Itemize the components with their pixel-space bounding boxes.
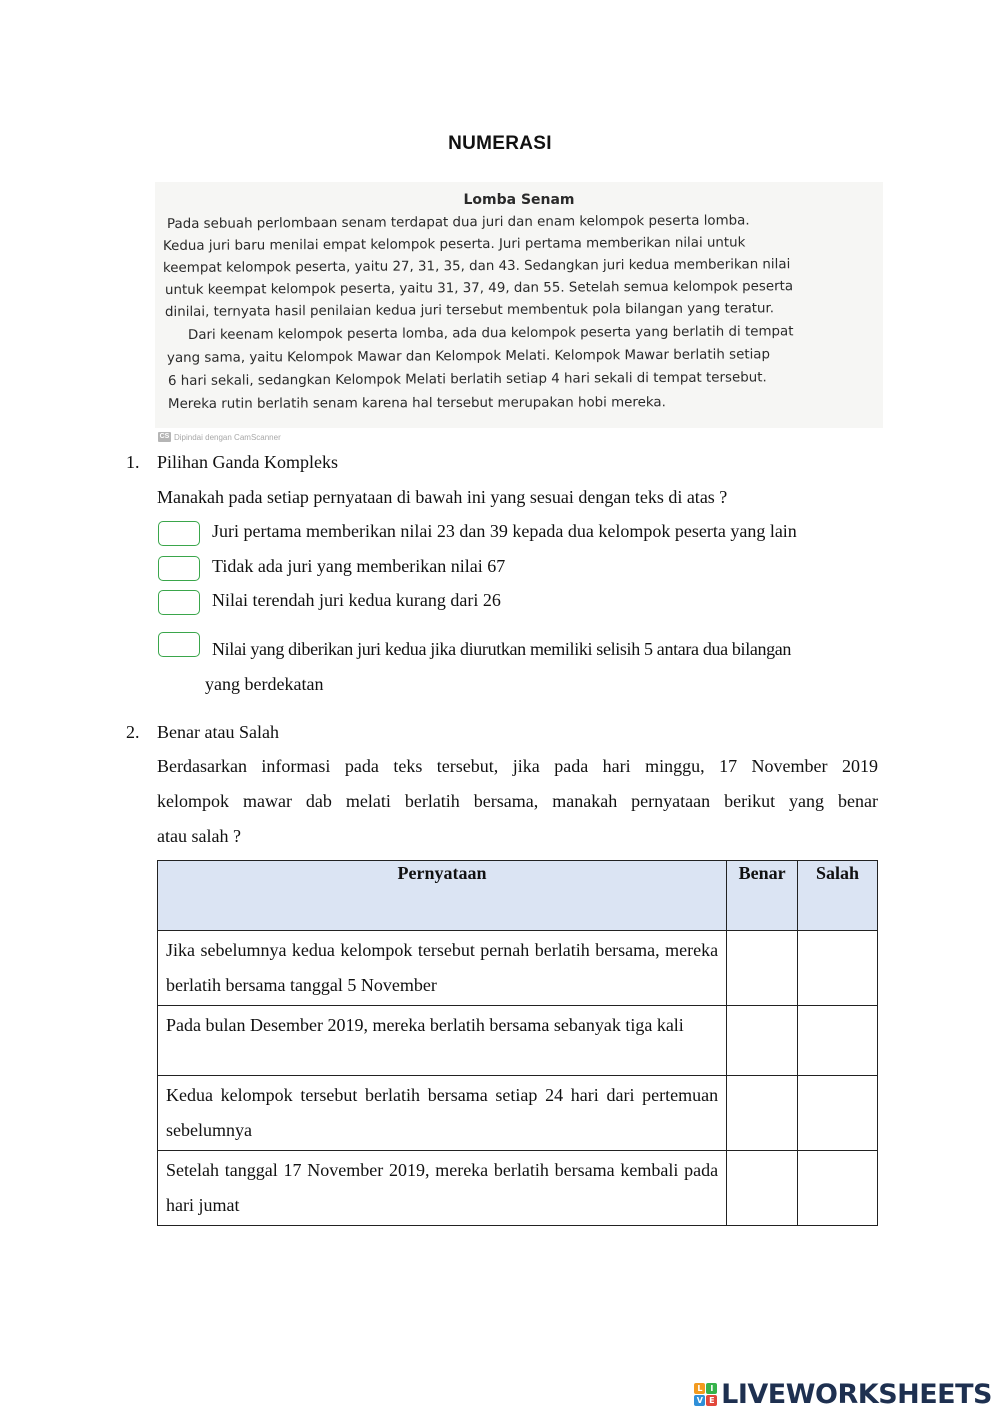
header-statement: Pernyataan xyxy=(158,861,727,931)
passage-line: 6 hari sekali, sedangkan Kelompok Melati berlatih setiap 4 hari sekali di tempat tersebut. xyxy=(167,370,767,389)
logo-letter: I xyxy=(706,1383,717,1394)
scanner-watermark xyxy=(158,432,281,442)
question-2-number: 2. xyxy=(126,722,140,742)
passage-line: Pada sebuah perlombaan senam terdapat dua juri dan enam kelompok peserta lomba. xyxy=(166,213,750,232)
true-answer-cell[interactable] xyxy=(727,931,798,1006)
true-answer-target[interactable] xyxy=(727,1006,797,1075)
logo-letter: E xyxy=(706,1395,717,1406)
option-3-text: Nilai terendah juri kedua kurang dari 26 xyxy=(212,590,501,610)
false-answer-cell[interactable] xyxy=(798,1076,878,1151)
passage-line: Mereka rutin berlatih senam karena hal tersebut merupakan hobi mereka. xyxy=(167,395,666,412)
brand-name: LIVEWORKSHEETS xyxy=(721,1379,992,1410)
true-answer-target[interactable] xyxy=(727,1151,797,1225)
true-answer-cell[interactable] xyxy=(727,1151,798,1226)
passage-line: yang sama, yaitu Kelompok Mawar dan Kelompok Melati. Kelompok Mawar berlatih setiap xyxy=(166,347,771,366)
liveworksheets-brand xyxy=(694,1379,992,1410)
question-1-prompt: Manakah pada setiap pernyataan di bawah ini yang sesuai dengan teks di atas ? xyxy=(157,487,728,507)
option-3-checkbox[interactable] xyxy=(158,590,200,615)
true-false-table xyxy=(157,860,878,1226)
true-answer-cell[interactable] xyxy=(727,1076,798,1151)
false-answer-target[interactable] xyxy=(798,1006,877,1075)
option-4-checkbox[interactable] xyxy=(158,632,200,657)
passage-line: untuk keempat kelompok peserta, yaitu 31, 37, 49, dan 55. Setelah semua kelompok peserta xyxy=(164,279,794,298)
option-4-text-continued: yang berdekatan xyxy=(205,674,324,694)
question-2-prompt-line: Berdasarkan informasi pada teks tersebut, jika pada hari minggu, 17 November 2019 xyxy=(157,756,878,776)
logo-letter: V xyxy=(694,1395,705,1406)
statement-cell: Setelah tanggal 17 November 2019, mereka berlatih bersama kembali pada hari jumat xyxy=(158,1151,727,1226)
false-answer-cell[interactable] xyxy=(798,931,878,1006)
table-row xyxy=(158,1151,878,1226)
false-answer-target[interactable] xyxy=(798,1151,877,1225)
statement-cell: Kedua kelompok tersebut berlatih bersama setiap 24 hari dari pertemuan sebelumnya xyxy=(158,1076,727,1151)
passage-line: Dari keenam kelompok peserta lomba, ada dua kelompok peserta yang berlatih di tempat xyxy=(187,324,794,343)
question-1-type: Pilihan Ganda Kompleks xyxy=(157,452,338,472)
option-4-text: Nilai yang diberikan juri kedua jika diurutkan memiliki selisih 5 antara dua bilangan xyxy=(212,639,792,659)
statement-cell: Pada bulan Desember 2019, mereka berlatih bersama sebanyak tiga kali xyxy=(158,1006,727,1076)
scanner-note: Dipindai dengan CamScanner xyxy=(174,432,281,442)
false-answer-target[interactable] xyxy=(798,931,877,1005)
passage-line: dinilai, ternyata hasil penilaian kedua juri tersebut membentuk pola bilangan yang teratur. xyxy=(164,301,775,320)
option-2-checkbox[interactable] xyxy=(158,556,200,581)
question-2-type: Benar atau Salah xyxy=(157,722,279,742)
passage-scan xyxy=(155,182,883,428)
liveworksheets-logo-icon xyxy=(694,1383,717,1406)
option-1-checkbox[interactable] xyxy=(158,521,200,546)
table-row xyxy=(158,1006,878,1076)
true-answer-cell[interactable] xyxy=(727,1006,798,1076)
true-answer-target[interactable] xyxy=(727,931,797,1005)
logo-letter: L xyxy=(694,1383,705,1394)
table-row xyxy=(158,1076,878,1151)
header-false: Salah xyxy=(798,861,878,931)
option-2-text: Tidak ada juri yang memberikan nilai 67 xyxy=(212,556,506,576)
true-answer-target[interactable] xyxy=(727,1076,797,1150)
statement-cell: Jika sebelumnya kedua kelompok tersebut pernah berlatih bersama, mereka berlatih bersama tanggal 5 November xyxy=(158,931,727,1006)
passage-heading: Lomba Senam xyxy=(463,192,575,208)
false-answer-target[interactable] xyxy=(798,1076,877,1150)
header-true: Benar xyxy=(727,861,798,931)
question-2-prompt-line: atau salah ? xyxy=(157,826,241,846)
passage-line: Kedua juri baru menilai empat kelompok peserta. Juri pertama memberikan nilai untuk xyxy=(162,235,746,254)
table-row xyxy=(158,931,878,1006)
page-title: NUMERASI xyxy=(448,133,552,154)
table-header-row xyxy=(158,861,878,931)
false-answer-cell[interactable] xyxy=(798,1151,878,1226)
false-answer-cell[interactable] xyxy=(798,1006,878,1076)
option-1-text: Juri pertama memberikan nilai 23 dan 39 kepada dua kelompok peserta yang lain xyxy=(212,521,797,541)
camscanner-icon: CS xyxy=(159,433,170,440)
question-1-number: 1. xyxy=(126,452,140,472)
question-2-prompt-line: kelompok mawar dab melati berlatih bersama, manakah pernyataan berikut yang benar xyxy=(157,791,878,811)
passage-line: keempat kelompok peserta, yaitu 27, 31, 35, dan 43. Sedangkan juri kedua memberikan nilai xyxy=(162,257,791,276)
